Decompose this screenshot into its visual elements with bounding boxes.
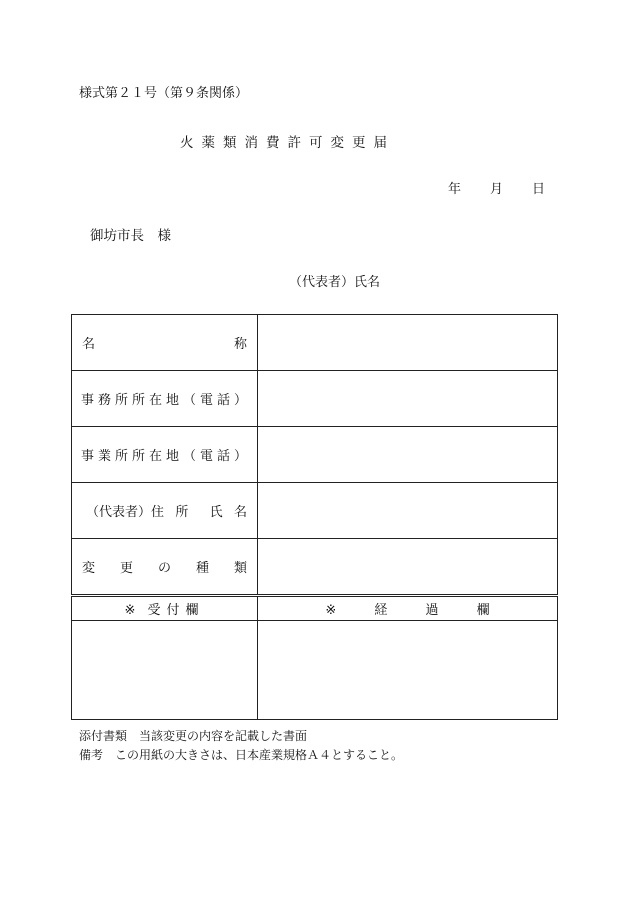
progress-label-part: 経 bbox=[374, 603, 388, 618]
table-row bbox=[72, 621, 558, 720]
document-title: 火薬類消費許可変更届 bbox=[180, 135, 395, 151]
table-row bbox=[72, 315, 558, 371]
label-part: 類 bbox=[233, 561, 247, 576]
name-field[interactable] bbox=[258, 315, 558, 371]
table-row bbox=[72, 371, 558, 427]
remarks-note: 備考 この用紙の大きさは、日本産業規格Ａ４とすること。 bbox=[79, 748, 404, 762]
label-part: 名 bbox=[82, 337, 96, 352]
table-row bbox=[72, 427, 558, 483]
label-part: 所 bbox=[175, 505, 189, 520]
office-address-field[interactable] bbox=[258, 371, 558, 427]
label-part: の bbox=[157, 561, 171, 576]
representative-field[interactable] bbox=[258, 483, 558, 539]
business-address-field[interactable] bbox=[258, 427, 558, 483]
reception-header bbox=[72, 596, 258, 621]
table-row bbox=[72, 539, 558, 596]
form-number: 様式第２１号（第９条関係） bbox=[79, 86, 249, 101]
label-part: 変 bbox=[82, 561, 96, 576]
progress-label-part: 過 bbox=[425, 603, 439, 618]
label-text: 事務所所在地（電話） bbox=[81, 393, 252, 408]
reference-mark: ※ bbox=[124, 603, 136, 618]
applicant-name-label: （代表者）氏名 bbox=[289, 275, 381, 290]
change-type-field[interactable] bbox=[258, 539, 558, 596]
reception-label: 受付欄 bbox=[147, 603, 205, 618]
row-label-change-type bbox=[72, 539, 258, 596]
row-label-representative bbox=[72, 483, 258, 539]
addressee: 御坊市長 様 bbox=[90, 228, 171, 244]
date-year: 年 bbox=[448, 182, 462, 197]
label-part: 種 bbox=[195, 561, 209, 576]
progress-header bbox=[258, 596, 558, 621]
row-label-business-address bbox=[72, 427, 258, 483]
attachment-note: 添付書類 当該変更の内容を記載した書面 bbox=[79, 729, 308, 743]
label-text: 事業所所在地（電話） bbox=[81, 449, 252, 464]
reception-box[interactable] bbox=[72, 621, 258, 720]
label-part: 氏 bbox=[209, 505, 223, 520]
label-part: 名 bbox=[233, 505, 247, 520]
label-part: （代表者）住 bbox=[86, 505, 165, 520]
notes bbox=[79, 727, 403, 765]
date-day: 日 bbox=[532, 182, 546, 197]
row-label-office-address bbox=[72, 371, 258, 427]
table-row bbox=[72, 483, 558, 539]
label-part: 称 bbox=[233, 337, 247, 352]
label-part: 更 bbox=[119, 561, 133, 576]
date-line bbox=[448, 178, 545, 197]
reference-mark: ※ bbox=[325, 603, 337, 618]
row-label-name bbox=[72, 315, 258, 371]
table-header-row bbox=[72, 596, 558, 621]
progress-label-part: 欄 bbox=[476, 603, 490, 618]
form-table bbox=[71, 314, 558, 720]
date-month: 月 bbox=[490, 182, 504, 197]
progress-box[interactable] bbox=[258, 621, 558, 720]
